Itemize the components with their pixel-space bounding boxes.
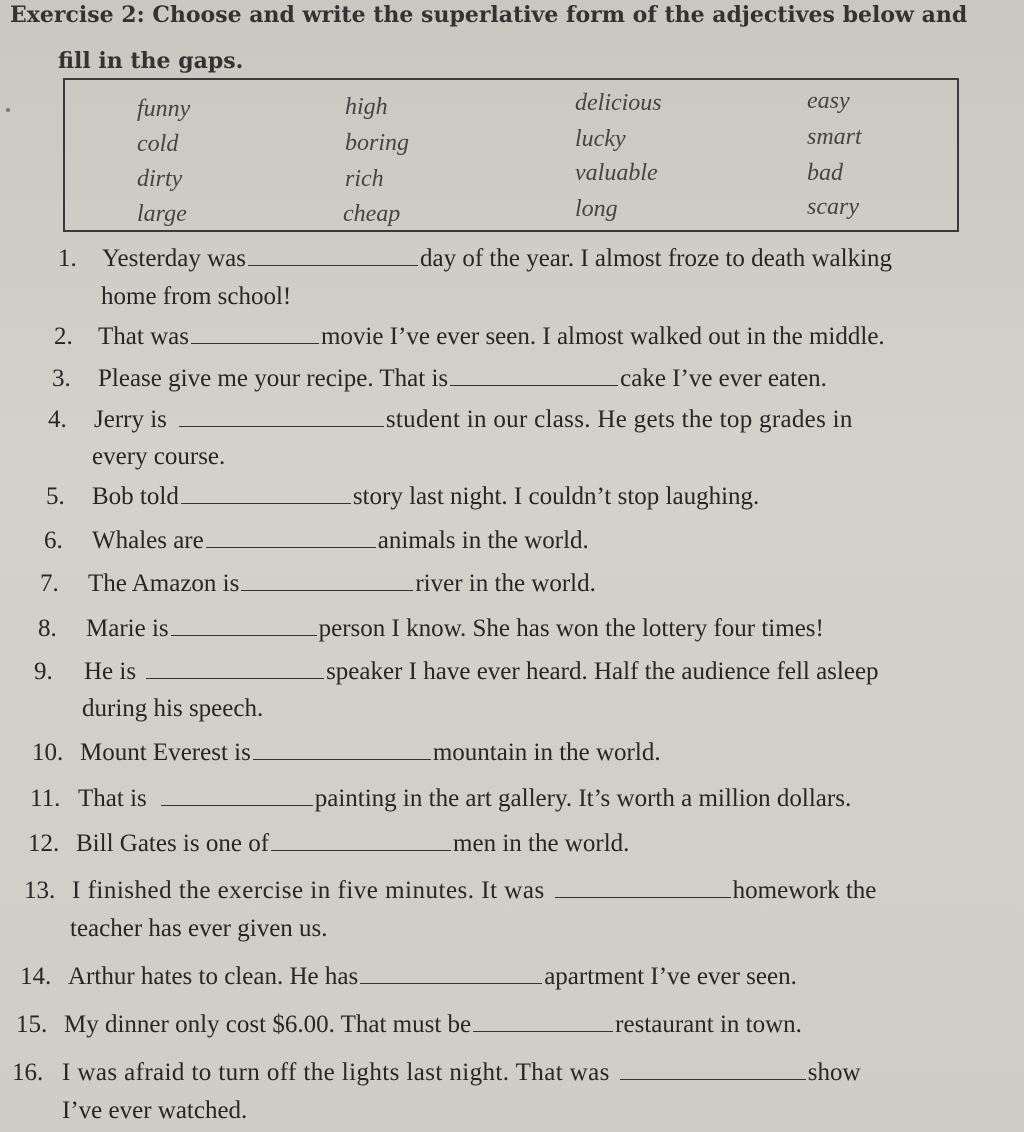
word-bank-word: easy	[807, 88, 850, 114]
item-text-before: I finished the exercise in five minutes. It was	[72, 877, 545, 904]
item-text-before: Bob told	[92, 483, 179, 510]
answer-blank[interactable]	[620, 1059, 806, 1080]
item-number: 9.	[34, 658, 53, 685]
exercise-item	[32, 738, 661, 768]
item-continuation: teacher has ever given us.	[70, 915, 328, 942]
answer-blank[interactable]	[206, 527, 376, 548]
item-text-before: Jerry is	[94, 406, 167, 433]
item-text-after: apartment I’ve ever seen.	[544, 963, 797, 990]
item-text-before: The Amazon is	[88, 570, 240, 597]
word-bank-word: boring	[345, 130, 410, 156]
item-number: 6.	[44, 527, 63, 554]
exercise-item	[16, 1010, 802, 1040]
word-bank-word: smart	[807, 124, 862, 150]
item-number: 2.	[54, 323, 73, 350]
item-continuation: every course.	[92, 443, 226, 470]
answer-blank[interactable]	[171, 615, 317, 636]
item-text-before: Bill Gates is one of	[76, 830, 270, 857]
item-text-after: show	[807, 1059, 861, 1086]
exercise-item	[58, 244, 892, 274]
word-bank-word: rich	[345, 166, 384, 192]
item-text-before: My dinner only cost $6.00. That must be	[64, 1011, 472, 1038]
exercise-title-cont: fill in the gaps.	[58, 48, 244, 74]
answer-blank[interactable]	[161, 785, 313, 806]
word-bank	[63, 78, 959, 232]
word-bank-word: cheap	[343, 201, 401, 227]
exercise-title: Exercise 2: Choose and write the superlative form of the adjectives below and	[10, 2, 968, 28]
item-text-before: Marie is	[86, 615, 169, 642]
item-text-before: He is	[84, 658, 137, 685]
item-text-before: That was	[98, 323, 189, 350]
answer-blank[interactable]	[555, 877, 731, 898]
margin-mark	[6, 108, 10, 112]
item-number: 10.	[32, 739, 64, 766]
answer-blank[interactable]	[271, 830, 451, 851]
word-bank-word: valuable	[575, 160, 658, 186]
item-continuation: I’ve ever watched.	[62, 1097, 248, 1124]
exercise-item	[34, 657, 879, 687]
item-text-before: Whales are	[92, 527, 204, 554]
item-text-after: student in our class. He gets the top grades in	[385, 406, 853, 433]
item-number: 8.	[38, 615, 57, 642]
item-text-before: Please give me your recipe. That is	[98, 365, 449, 392]
item-text-after: restaurant in town.	[615, 1011, 802, 1038]
word-bank-word: delicious	[575, 90, 662, 116]
item-text-before: I was afraid to turn off the lights last night. That was	[62, 1059, 610, 1086]
exercise-item	[38, 614, 824, 644]
answer-blank[interactable]	[191, 323, 319, 344]
answer-blank[interactable]	[181, 483, 351, 504]
item-number: 3.	[52, 365, 71, 392]
word-bank-word: large	[137, 201, 187, 227]
word-bank-word: funny	[137, 96, 191, 122]
item-text-after: story last night. I couldn’t stop laughing.	[352, 483, 760, 510]
answer-blank[interactable]	[360, 963, 542, 984]
exercise-item	[20, 962, 797, 992]
answer-blank[interactable]	[248, 245, 418, 266]
item-text-before: Arthur hates to clean. He has	[68, 963, 359, 990]
item-text-before: Yesterday was	[102, 245, 246, 272]
exercise-item	[30, 784, 851, 814]
item-number: 5.	[46, 483, 65, 510]
item-number: 13.	[24, 877, 56, 904]
item-text-before: That is	[78, 785, 147, 812]
answer-blank[interactable]	[253, 739, 431, 760]
word-bank-word: long	[575, 196, 618, 222]
word-bank-word: scary	[807, 194, 859, 220]
exercise-item	[46, 482, 759, 512]
exercise-item	[48, 405, 853, 435]
item-text-after: person I know. She has won the lottery four times!	[318, 615, 824, 642]
item-number: 14.	[20, 963, 52, 990]
exercise-item	[52, 364, 827, 394]
word-bank-word: cold	[137, 131, 179, 157]
item-number: 15.	[16, 1011, 48, 1038]
answer-blank[interactable]	[450, 365, 618, 386]
item-text-after: men in the world.	[453, 830, 630, 857]
item-text-after: day of the year. I almost froze to death walking	[419, 245, 893, 272]
exercise-item	[28, 829, 629, 859]
item-text-before: Mount Everest is	[80, 739, 251, 766]
item-text-after: river in the world.	[415, 570, 596, 597]
item-number: 11.	[30, 785, 61, 812]
item-continuation: during his speech.	[82, 695, 264, 722]
item-text-after: speaker I have ever heard. Half the audience fell asleep	[326, 658, 879, 685]
answer-blank[interactable]	[473, 1011, 613, 1032]
answer-blank[interactable]	[241, 570, 413, 591]
item-text-after: mountain in the world.	[432, 739, 661, 766]
item-continuation: home from school!	[101, 283, 292, 310]
item-number: 7.	[40, 570, 59, 597]
word-bank-word: bad	[807, 160, 843, 186]
item-text-after: cake I’ve ever eaten.	[620, 365, 827, 392]
word-bank-word: dirty	[137, 166, 183, 192]
item-text-after: homework the	[732, 877, 877, 904]
item-number: 16.	[12, 1059, 44, 1086]
item-text-after: animals in the world.	[377, 527, 589, 554]
item-number: 12.	[28, 830, 60, 857]
word-bank-word: high	[345, 94, 388, 120]
answer-blank[interactable]	[146, 658, 324, 679]
item-text-after: painting in the art gallery. It’s worth a million dollars.	[314, 785, 852, 812]
exercise-item	[12, 1058, 861, 1088]
exercise-item	[54, 322, 885, 352]
word-bank-word: lucky	[575, 126, 626, 152]
exercise-item	[40, 569, 596, 599]
answer-blank[interactable]	[179, 406, 384, 427]
exercise-item	[44, 526, 589, 556]
item-number: 4.	[48, 406, 67, 433]
item-text-after: movie I’ve ever seen. I almost walked out in the middle.	[320, 323, 885, 350]
exercise-item	[24, 876, 876, 906]
item-number: 1.	[58, 245, 77, 272]
